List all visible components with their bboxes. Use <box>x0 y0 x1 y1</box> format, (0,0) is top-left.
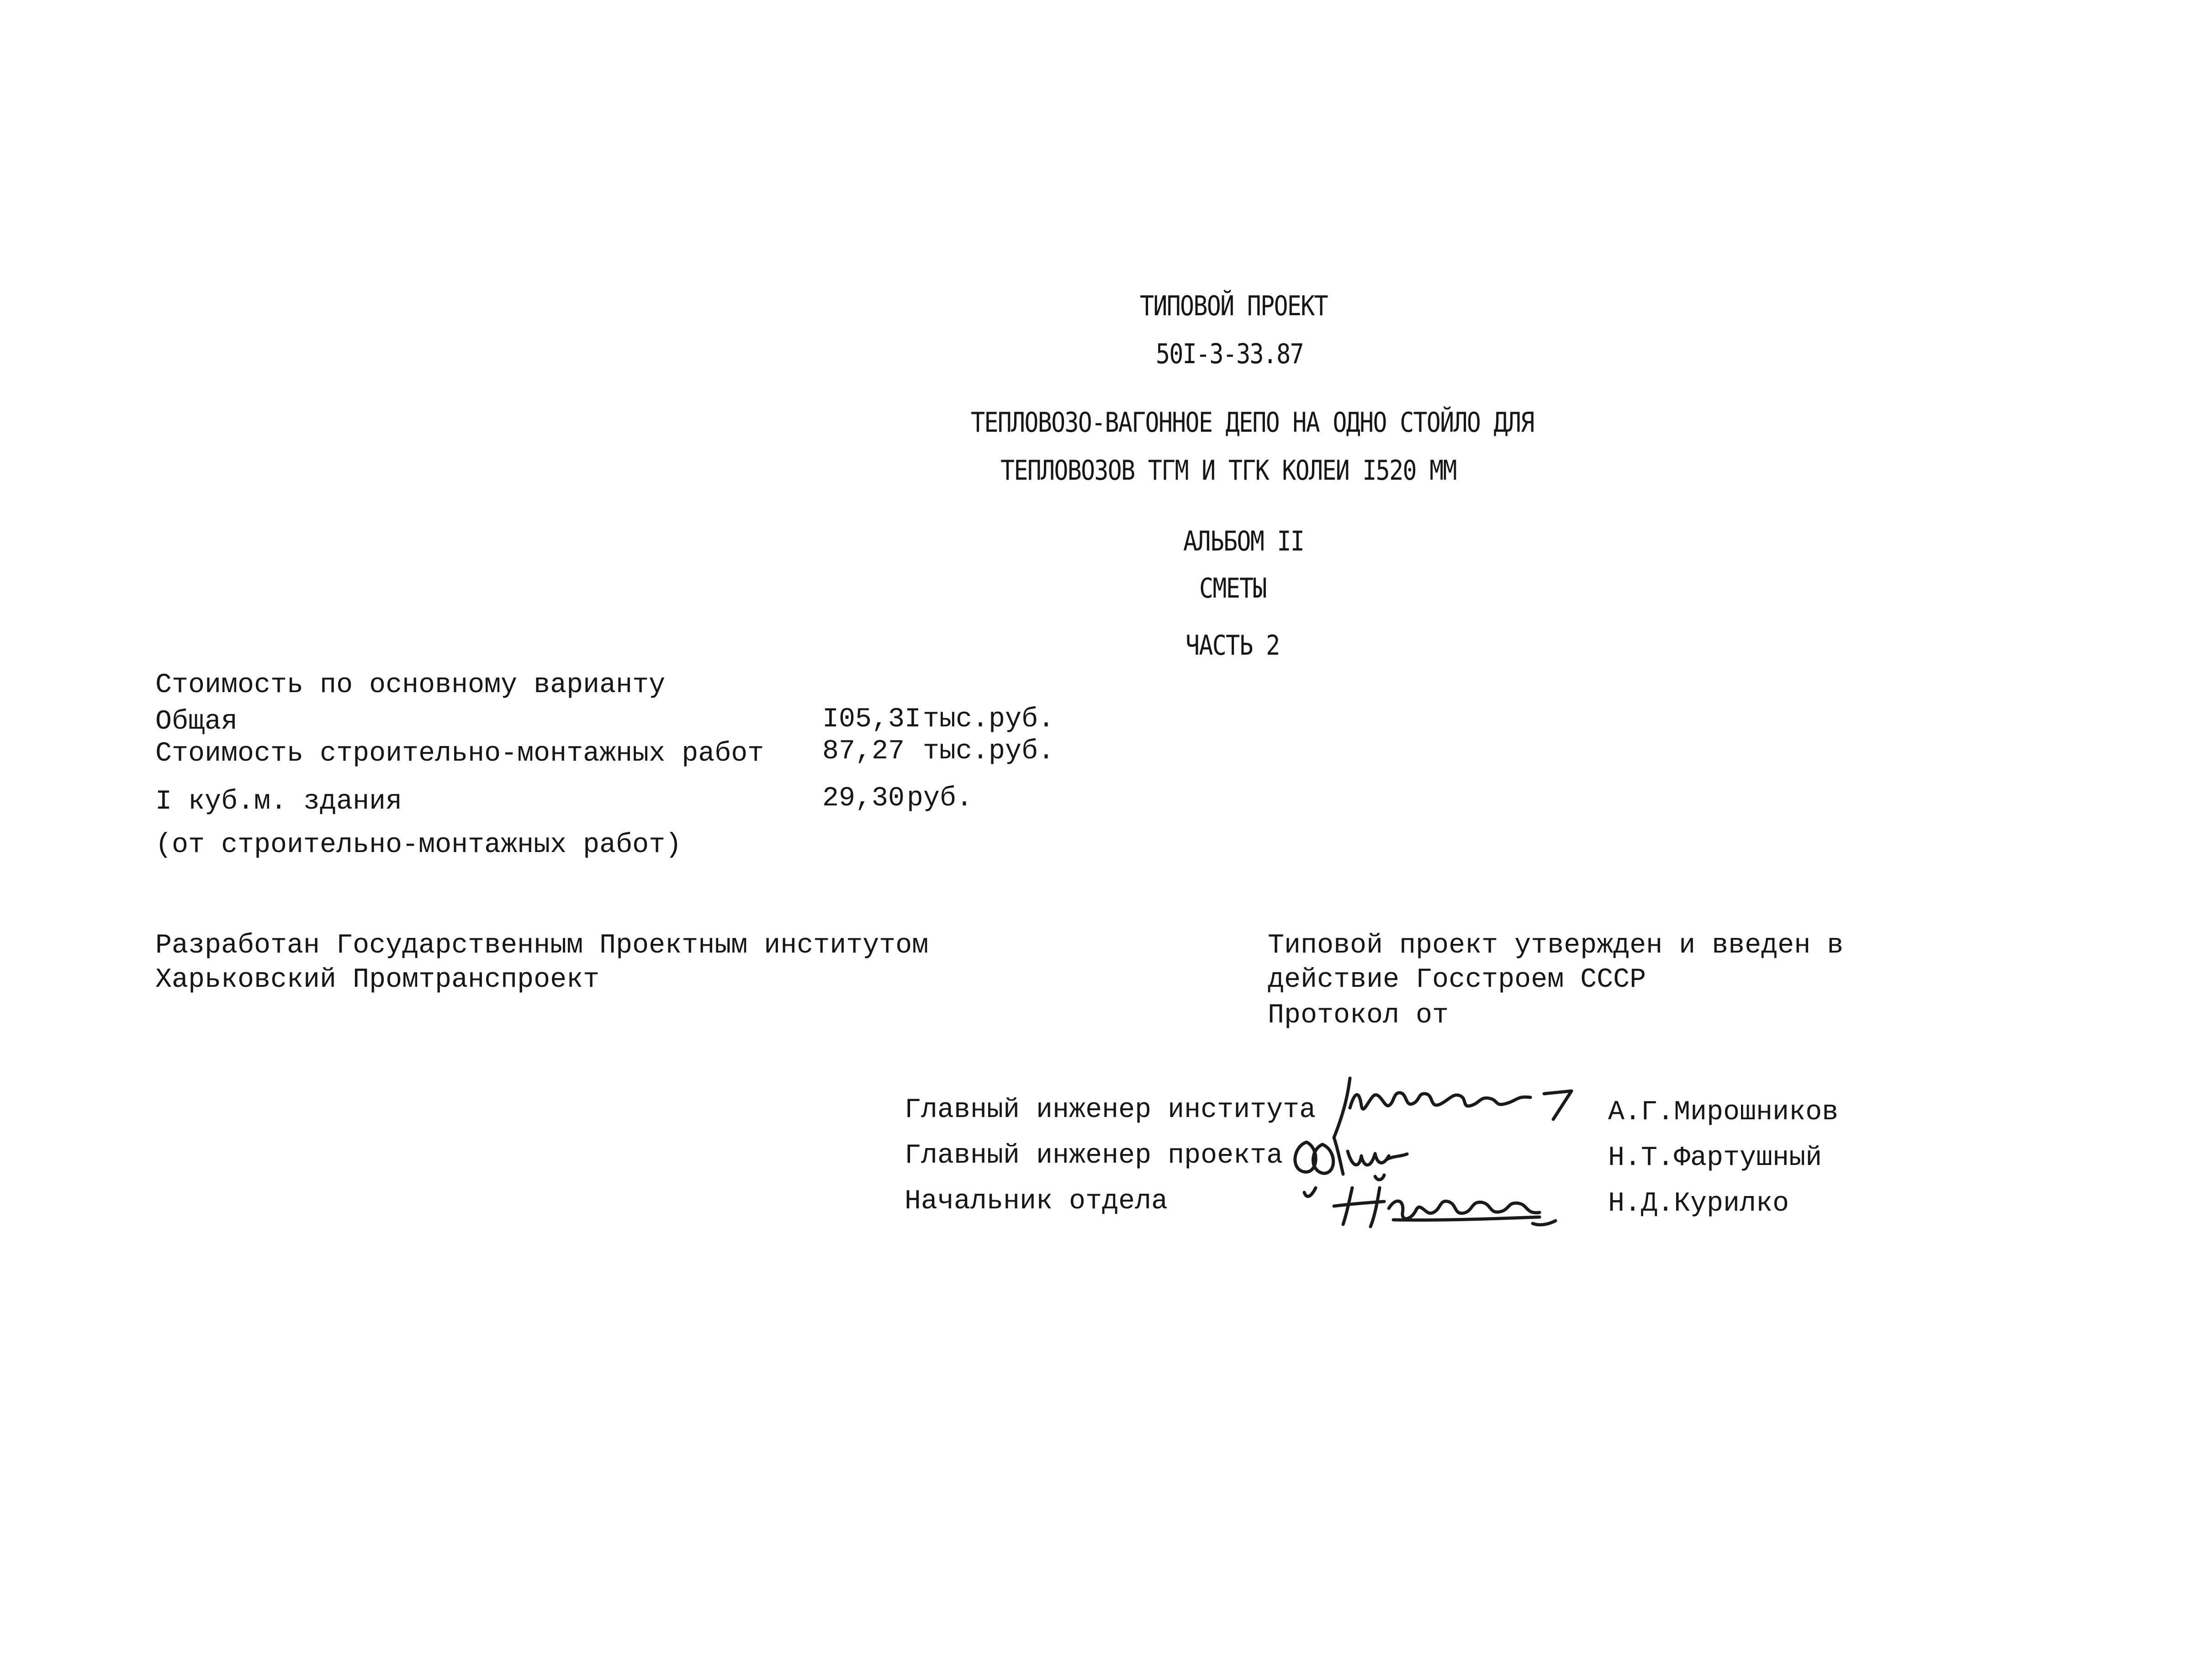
part-number: ЧАСТЬ 2 <box>1185 630 1280 662</box>
cost-label-total: Общая <box>155 706 238 737</box>
developer-line-2: Харьковский Промтранспроект <box>155 964 600 995</box>
developer-line-1: Разработан Государственным Проектным институтом <box>155 930 929 961</box>
signatory-name-chief-engineer-institute: А.Г.Мирошников <box>1608 1097 1839 1128</box>
cost-unit-total: тыс.руб. <box>923 704 1055 735</box>
cost-heading: Стоимость по основному варианту <box>155 670 666 701</box>
cost-label-per-cubic-meter: I куб.м. здания <box>155 786 402 817</box>
album-subject: СМЕТЫ <box>1199 572 1266 604</box>
title-line-2: ТЕПЛОВОЗОВ ТГМ И ТГК КОЛЕИ I520 ММ <box>1000 455 1456 487</box>
title-line-1: ТЕПЛОВОЗО-ВАГОННОЕ ДЕПО НА ОДНО СТОЙЛО ДЛЯ <box>971 407 1534 439</box>
cost-value-per-cubic-meter: 29,30 <box>822 783 905 814</box>
signatory-name-chief-engineer-project: Н.Т.Фартушный <box>1608 1143 1822 1174</box>
cost-value-construction: 87,27 <box>822 736 905 767</box>
cost-unit-per-cubic-meter: руб. <box>907 783 973 814</box>
cost-label-construction: Стоимость строительно-монтажных работ <box>155 738 764 769</box>
signature-department-head <box>1325 1170 1572 1238</box>
doc-number: 50I-3-33.87 <box>1156 338 1303 370</box>
doc-type: ТИПОВОЙ ПРОЕКТ <box>1140 290 1328 322</box>
approval-line-2: действие Госстроем СССР <box>1268 964 1646 995</box>
album-number: АЛЬБОМ II <box>1183 525 1304 557</box>
signatory-position-chief-engineer-project: Главный инженер проекта <box>905 1140 1283 1171</box>
signatory-name-department-head: Н.Д.Курилко <box>1608 1188 1789 1219</box>
cost-note: (от строительно-монтажных работ) <box>155 830 682 861</box>
approval-line-1: Типовой проект утвержден и введен в <box>1268 930 1844 961</box>
signatory-position-department-head: Начальник отдела <box>905 1186 1168 1217</box>
cost-value-total: I05,3I <box>822 704 921 735</box>
signatory-position-chief-engineer-institute: Главный инженер института <box>905 1095 1316 1126</box>
cost-unit-construction: тыс.руб. <box>923 736 1055 767</box>
approval-line-3: Протокол от <box>1268 1000 1449 1031</box>
